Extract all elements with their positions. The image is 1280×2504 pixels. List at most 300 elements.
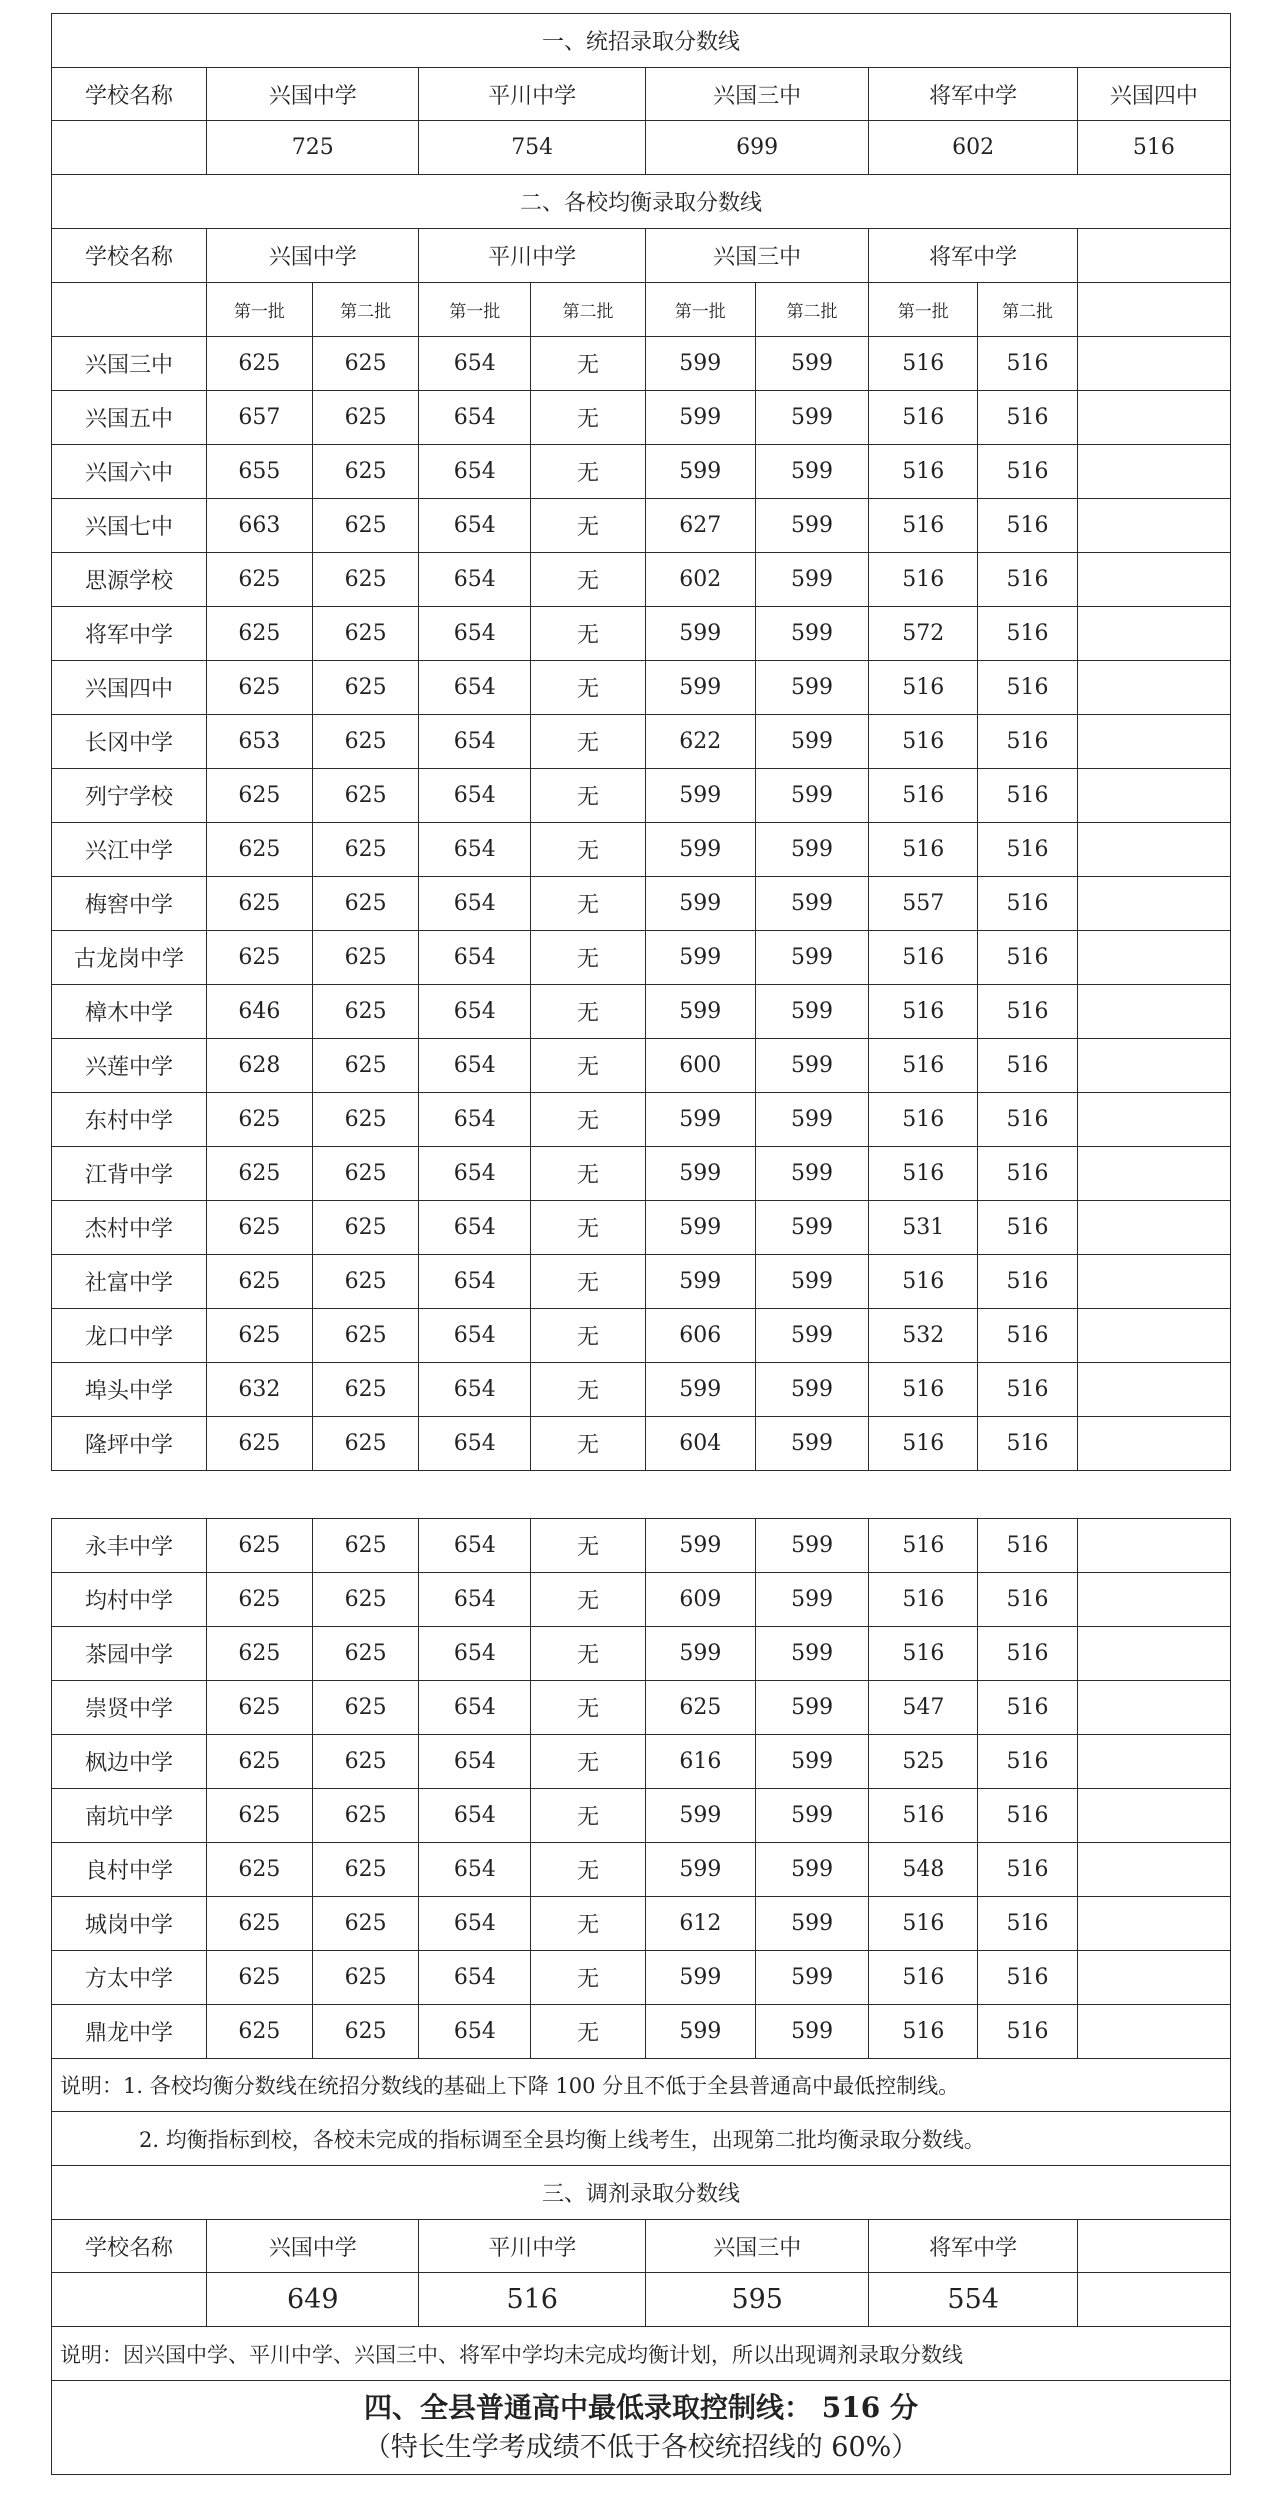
- balance-score-cell: 625: [312, 1735, 419, 1789]
- balance-score-cell: 516: [869, 985, 978, 1039]
- balance-score-cell: 599: [645, 1363, 755, 1417]
- balance-score-cell: 599: [755, 1573, 869, 1627]
- batch-label: 第一批: [207, 283, 313, 337]
- balance-score-cell: 599: [645, 607, 755, 661]
- score-blank: [52, 121, 207, 175]
- balance-score-cell: 599: [755, 1147, 869, 1201]
- empty-cell: [1077, 769, 1230, 823]
- balance-score-cell: 无: [531, 1897, 646, 1951]
- note-balance-1: 说明：1. 各校均衡分数线在统招分数线的基础上下降 100 分且不低于全县普通高中最低控制线。: [52, 2059, 1231, 2112]
- balance-score-cell: 无: [531, 1039, 646, 1093]
- empty-cell: [1077, 445, 1230, 499]
- balance-score-cell: 516: [978, 985, 1078, 1039]
- balance-score-cell: 516: [869, 1897, 978, 1951]
- balance-score-cell: 599: [645, 661, 755, 715]
- score-cell: 516: [1077, 121, 1230, 175]
- balance-score-cell: 616: [645, 1735, 755, 1789]
- batch-label: 第二批: [755, 283, 869, 337]
- empty-cell: [1077, 1147, 1230, 1201]
- balance-score-cell: 599: [755, 1039, 869, 1093]
- school-name: 埠头中学: [52, 1363, 207, 1417]
- school-name: 列宁学校: [52, 769, 207, 823]
- school-row: [52, 445, 1231, 499]
- balance-score-cell: 无: [531, 337, 646, 391]
- section3-title: 三、调剂录取分数线: [52, 2166, 1231, 2220]
- balance-score-cell: 625: [312, 877, 419, 931]
- balance-score-cell: 599: [755, 1363, 869, 1417]
- balance-score-cell: 516: [978, 553, 1078, 607]
- batch-label: 第二批: [312, 283, 419, 337]
- balance-score-cell: 625: [207, 1147, 313, 1201]
- empty-cell: [1077, 1681, 1230, 1735]
- score-cell: 699: [645, 121, 868, 175]
- batch-label: 第一批: [869, 283, 978, 337]
- balance-score-cell: 525: [869, 1735, 978, 1789]
- balance-score-cell: 625: [312, 1951, 419, 2005]
- header-pingchuan-middle: 平川中学: [419, 229, 646, 283]
- balance-score-cell: 516: [978, 1309, 1078, 1363]
- balance-score-cell: 654: [419, 1681, 531, 1735]
- balance-score-cell: 516: [978, 1627, 1078, 1681]
- balance-score-cell: 599: [645, 1789, 755, 1843]
- balance-score-cell: 516: [869, 661, 978, 715]
- empty-cell: [1077, 1897, 1230, 1951]
- balance-score-cell: 无: [531, 1627, 646, 1681]
- balance-score-cell: 516: [978, 661, 1078, 715]
- balance-score-cell: 600: [645, 1039, 755, 1093]
- balance-score-cell: 625: [312, 553, 419, 607]
- balance-score-cell: 625: [207, 1789, 313, 1843]
- balance-score-cell: 625: [207, 769, 313, 823]
- header-jiangjun-middle: 将军中学: [869, 68, 1077, 121]
- balance-score-cell: 654: [419, 337, 531, 391]
- balance-score-cell: 654: [419, 931, 531, 985]
- balance-score-cell: 无: [531, 1735, 646, 1789]
- note-row-3: [52, 2327, 1231, 2381]
- balance-score-cell: 625: [207, 1417, 313, 1471]
- school-row: [52, 715, 1231, 769]
- note-row-1: [52, 2059, 1231, 2112]
- school-row: [52, 1309, 1231, 1363]
- balance-score-cell: 516: [978, 1951, 1078, 2005]
- balance-score-cell: 654: [419, 769, 531, 823]
- header-xingguo-middle: 兴国中学: [207, 229, 419, 283]
- balance-score-cell: 599: [645, 445, 755, 499]
- balance-score-cell: 516: [978, 337, 1078, 391]
- score-table-bottom: [51, 1518, 1231, 2475]
- empty-cell: [1077, 715, 1230, 769]
- school-row: [52, 1789, 1231, 1843]
- empty-cell: [1077, 823, 1230, 877]
- balance-score-cell: 654: [419, 1255, 531, 1309]
- balance-score-cell: 516: [978, 2005, 1078, 2059]
- school-name: 隆坪中学: [52, 1417, 207, 1471]
- balance-score-cell: 625: [312, 715, 419, 769]
- balance-score-cell: 599: [645, 1843, 755, 1897]
- balance-score-cell: 516: [869, 2005, 978, 2059]
- balance-score-cell: 599: [755, 2005, 869, 2059]
- balance-score-cell: 547: [869, 1681, 978, 1735]
- balance-score-cell: 599: [755, 553, 869, 607]
- balance-score-cell: 516: [869, 499, 978, 553]
- section2-header-row: [52, 229, 1231, 283]
- note-balance-2: 2. 均衡指标到校，各校未完成的指标调至全县均衡上线考生，出现第二批均衡录取分数线。: [52, 2112, 1231, 2166]
- min-control-line-note: （特长生学考成绩不低于各校统招线的 60%）: [363, 2431, 919, 2463]
- balance-score-cell: 663: [207, 499, 313, 553]
- balance-score-cell: 516: [978, 1255, 1078, 1309]
- balance-score-cell: 625: [312, 607, 419, 661]
- balance-score-cell: 602: [645, 553, 755, 607]
- balance-score-cell: 654: [419, 877, 531, 931]
- balance-score-cell: 599: [645, 1519, 755, 1573]
- header-empty: [1077, 2220, 1230, 2273]
- school-row: [52, 1093, 1231, 1147]
- balance-score-cell: 625: [207, 1573, 313, 1627]
- school-name: 南坑中学: [52, 1789, 207, 1843]
- school-name: 永丰中学: [52, 1519, 207, 1573]
- balance-score-cell: 625: [207, 931, 313, 985]
- empty-cell: [1077, 1363, 1230, 1417]
- balance-score-cell: 599: [645, 2005, 755, 2059]
- balance-score-cell: 599: [755, 661, 869, 715]
- balance-score-cell: 625: [207, 1255, 313, 1309]
- school-row: [52, 769, 1231, 823]
- empty-cell: [1077, 661, 1230, 715]
- balance-score-cell: 516: [869, 931, 978, 985]
- school-name: 思源学校: [52, 553, 207, 607]
- balance-score-cell: 654: [419, 2005, 531, 2059]
- balance-score-cell: 625: [207, 2005, 313, 2059]
- balance-score-cell: 516: [978, 1201, 1078, 1255]
- balance-score-cell: 516: [978, 715, 1078, 769]
- school-row: [52, 1573, 1231, 1627]
- balance-score-cell: 654: [419, 1147, 531, 1201]
- balance-score-cell: 516: [978, 1789, 1078, 1843]
- balance-score-cell: 609: [645, 1573, 755, 1627]
- balance-score-cell: 599: [755, 1255, 869, 1309]
- header-xingguo-no3: 兴国三中: [645, 2220, 869, 2273]
- adjust-score-cell: 649: [207, 2273, 419, 2327]
- balance-score-cell: 625: [312, 1681, 419, 1735]
- balance-score-cell: 516: [978, 445, 1078, 499]
- balance-score-cell: 625: [207, 1093, 313, 1147]
- school-row: [52, 1951, 1231, 2005]
- balance-score-cell: 无: [531, 2005, 646, 2059]
- empty-cell: [1077, 1789, 1230, 1843]
- balance-score-cell: 516: [978, 1681, 1078, 1735]
- batch-label: 第一批: [419, 283, 531, 337]
- balance-score-cell: 516: [978, 823, 1078, 877]
- balance-score-cell: 无: [531, 769, 646, 823]
- school-name: 兴莲中学: [52, 1039, 207, 1093]
- balance-score-cell: 无: [531, 985, 646, 1039]
- balance-score-cell: 557: [869, 877, 978, 931]
- empty-cell: [1077, 1843, 1230, 1897]
- balance-score-cell: 516: [978, 769, 1078, 823]
- score-cell: 602: [869, 121, 1077, 175]
- balance-score-cell: 628: [207, 1039, 313, 1093]
- balance-score-cell: 625: [207, 1519, 313, 1573]
- balance-score-cell: 516: [978, 499, 1078, 553]
- balance-score-cell: 654: [419, 1951, 531, 2005]
- min-control-line: [52, 2381, 1231, 2475]
- balance-score-cell: 516: [978, 931, 1078, 985]
- balance-score-cell: 625: [312, 1897, 419, 1951]
- min-control-line-title: 四、全县普通高中最低录取控制线： 516 分: [364, 2390, 918, 2424]
- balance-score-cell: 无: [531, 877, 646, 931]
- school-row: [52, 1735, 1231, 1789]
- balance-score-cell: 612: [645, 1897, 755, 1951]
- balance-score-cell: 654: [419, 985, 531, 1039]
- balance-score-cell: 625: [207, 1309, 313, 1363]
- balance-score-cell: 654: [419, 1789, 531, 1843]
- balance-score-cell: 599: [645, 391, 755, 445]
- note-row-2: [52, 2112, 1231, 2166]
- batch-header-row: [52, 283, 1231, 337]
- balance-score-cell: 516: [869, 337, 978, 391]
- balance-score-cell: 516: [869, 553, 978, 607]
- balance-score-cell: 654: [419, 1093, 531, 1147]
- balance-score-cell: 654: [419, 1735, 531, 1789]
- school-row: [52, 1363, 1231, 1417]
- score-cell: 725: [207, 121, 419, 175]
- school-row: [52, 499, 1231, 553]
- balance-score-cell: 599: [755, 1201, 869, 1255]
- balance-score-cell: 599: [755, 1309, 869, 1363]
- batch-label: 第二批: [531, 283, 646, 337]
- header-pingchuan-middle: 平川中学: [419, 68, 646, 121]
- balance-score-cell: 654: [419, 1519, 531, 1573]
- batch-empty: [1077, 283, 1230, 337]
- balance-score-cell: 599: [755, 715, 869, 769]
- header-pingchuan-middle: 平川中学: [419, 2220, 646, 2273]
- balance-score-cell: 无: [531, 1519, 646, 1573]
- balance-score-cell: 625: [312, 1093, 419, 1147]
- balance-score-cell: 599: [645, 1627, 755, 1681]
- balance-score-cell: 516: [869, 1147, 978, 1201]
- school-name: 茶园中学: [52, 1627, 207, 1681]
- school-name: 兴国四中: [52, 661, 207, 715]
- balance-score-cell: 622: [645, 715, 755, 769]
- balance-score-cell: 654: [419, 1201, 531, 1255]
- school-row: [52, 985, 1231, 1039]
- balance-score-cell: 516: [869, 445, 978, 499]
- school-row: [52, 1417, 1231, 1471]
- balance-score-cell: 599: [755, 1951, 869, 2005]
- empty-cell: [1077, 877, 1230, 931]
- school-row: [52, 1519, 1231, 1573]
- balance-score-cell: 625: [312, 1255, 419, 1309]
- school-row: [52, 1255, 1231, 1309]
- empty-cell: [1077, 499, 1230, 553]
- balance-score-cell: 516: [869, 1627, 978, 1681]
- balance-score-cell: 599: [755, 1789, 869, 1843]
- school-name: 均村中学: [52, 1573, 207, 1627]
- balance-score-cell: 无: [531, 445, 646, 499]
- balance-score-cell: 646: [207, 985, 313, 1039]
- empty-cell: [1077, 2005, 1230, 2059]
- balance-score-cell: 625: [312, 445, 419, 499]
- school-name: 方太中学: [52, 1951, 207, 2005]
- balance-score-cell: 625: [312, 985, 419, 1039]
- header-xingguo-no3: 兴国三中: [645, 68, 868, 121]
- balance-score-cell: 625: [312, 391, 419, 445]
- balance-score-cell: 599: [645, 769, 755, 823]
- balance-score-cell: 无: [531, 715, 646, 769]
- balance-score-cell: 516: [978, 1573, 1078, 1627]
- school-name: 社富中学: [52, 1255, 207, 1309]
- balance-score-cell: 516: [869, 1255, 978, 1309]
- header-school-name: 学校名称: [52, 229, 207, 283]
- balance-score-cell: 599: [755, 607, 869, 661]
- empty-cell: [1077, 1627, 1230, 1681]
- balance-score-cell: 无: [531, 661, 646, 715]
- school-name: 良村中学: [52, 1843, 207, 1897]
- balance-score-cell: 654: [419, 499, 531, 553]
- balance-score-cell: 599: [645, 877, 755, 931]
- school-name: 兴江中学: [52, 823, 207, 877]
- balance-score-cell: 654: [419, 661, 531, 715]
- school-row: [52, 1843, 1231, 1897]
- section1-score-row: [52, 121, 1231, 175]
- empty-cell: [1077, 1309, 1230, 1363]
- balance-score-cell: 599: [755, 445, 869, 499]
- balance-score-cell: 516: [869, 1519, 978, 1573]
- school-name: 鼎龙中学: [52, 2005, 207, 2059]
- score-cell: 754: [419, 121, 646, 175]
- score-table-top: [51, 13, 1231, 1471]
- empty-cell: [1077, 1093, 1230, 1147]
- balance-score-cell: 无: [531, 1573, 646, 1627]
- balance-score-cell: 无: [531, 1255, 646, 1309]
- balance-score-cell: 516: [978, 1735, 1078, 1789]
- school-row: [52, 553, 1231, 607]
- balance-score-cell: 无: [531, 1093, 646, 1147]
- school-row: [52, 1201, 1231, 1255]
- school-name: 梅窖中学: [52, 877, 207, 931]
- section1-header-row: [52, 68, 1231, 121]
- balance-score-cell: 654: [419, 715, 531, 769]
- balance-score-cell: 516: [978, 1363, 1078, 1417]
- balance-score-cell: 516: [978, 1897, 1078, 1951]
- header-school-name: 学校名称: [52, 68, 207, 121]
- empty-cell: [1077, 985, 1230, 1039]
- balance-score-cell: 516: [869, 1573, 978, 1627]
- balance-score-cell: 654: [419, 445, 531, 499]
- balance-score-cell: 625: [207, 553, 313, 607]
- balance-score-cell: 516: [869, 769, 978, 823]
- balance-score-cell: 516: [978, 1039, 1078, 1093]
- balance-score-cell: 625: [312, 337, 419, 391]
- balance-score-cell: 632: [207, 1363, 313, 1417]
- balance-score-cell: 无: [531, 499, 646, 553]
- school-row: [52, 1147, 1231, 1201]
- empty-cell: [1077, 1255, 1230, 1309]
- balance-score-cell: 516: [869, 823, 978, 877]
- balance-score-cell: 无: [531, 1417, 646, 1471]
- balance-score-cell: 625: [312, 1363, 419, 1417]
- balance-score-cell: 625: [312, 2005, 419, 2059]
- balance-score-cell: 625: [312, 1417, 419, 1471]
- section1-title: 一、统招录取分数线: [52, 14, 1231, 68]
- balance-score-cell: 516: [978, 607, 1078, 661]
- header-xingguo-middle: 兴国中学: [207, 68, 419, 121]
- adjust-score-cell: 595: [645, 2273, 869, 2327]
- school-name: 古龙岗中学: [52, 931, 207, 985]
- section4-row: [52, 2381, 1231, 2475]
- balance-score-cell: 无: [531, 1681, 646, 1735]
- school-name: 兴国五中: [52, 391, 207, 445]
- balance-score-cell: 625: [312, 1573, 419, 1627]
- school-name: 樟木中学: [52, 985, 207, 1039]
- balance-score-cell: 516: [869, 1039, 978, 1093]
- school-row: [52, 337, 1231, 391]
- balance-score-cell: 625: [207, 1843, 313, 1897]
- balance-score-cell: 599: [755, 337, 869, 391]
- balance-score-cell: 599: [755, 877, 869, 931]
- school-name: 将军中学: [52, 607, 207, 661]
- balance-score-cell: 599: [645, 1201, 755, 1255]
- balance-score-cell: 625: [312, 1789, 419, 1843]
- school-row: [52, 931, 1231, 985]
- adjust-score-cell: 554: [869, 2273, 1077, 2327]
- balance-score-cell: 无: [531, 553, 646, 607]
- school-row: [52, 1627, 1231, 1681]
- balance-score-cell: 516: [978, 391, 1078, 445]
- balance-score-cell: 625: [207, 823, 313, 877]
- school-name: 兴国三中: [52, 337, 207, 391]
- note-adjust: 说明：因兴国中学、平川中学、兴国三中、将军中学均未完成均衡计划，所以出现调剂录取分数线: [52, 2327, 1231, 2381]
- balance-score-cell: 625: [312, 499, 419, 553]
- balance-score-cell: 516: [869, 1417, 978, 1471]
- balance-score-cell: 516: [869, 1951, 978, 2005]
- header-empty: [1077, 229, 1230, 283]
- school-row: [52, 2005, 1231, 2059]
- balance-score-cell: 654: [419, 607, 531, 661]
- section3-score-row: [52, 2273, 1231, 2327]
- school-row: [52, 1681, 1231, 1735]
- balance-score-cell: 625: [312, 1201, 419, 1255]
- score-blank: [52, 2273, 207, 2327]
- empty-cell: [1077, 553, 1230, 607]
- school-row: [52, 823, 1231, 877]
- school-name: 江背中学: [52, 1147, 207, 1201]
- balance-score-cell: 625: [207, 1897, 313, 1951]
- school-row: [52, 1039, 1231, 1093]
- empty-cell: [1077, 607, 1230, 661]
- balance-score-cell: 625: [207, 1201, 313, 1255]
- balance-score-cell: 599: [645, 1255, 755, 1309]
- empty-cell: [1077, 1735, 1230, 1789]
- balance-score-cell: 599: [755, 931, 869, 985]
- section2-title-row: [52, 175, 1231, 229]
- balance-score-cell: 625: [312, 769, 419, 823]
- balance-score-cell: 599: [755, 499, 869, 553]
- empty-cell: [1077, 1201, 1230, 1255]
- balance-score-cell: 654: [419, 1417, 531, 1471]
- balance-score-cell: 无: [531, 1843, 646, 1897]
- balance-score-cell: 625: [207, 877, 313, 931]
- empty-cell: [1077, 1573, 1230, 1627]
- balance-score-cell: 654: [419, 1843, 531, 1897]
- balance-score-cell: 无: [531, 1201, 646, 1255]
- balance-score-cell: 654: [419, 1039, 531, 1093]
- batch-label: 第一批: [645, 283, 755, 337]
- balance-score-cell: 654: [419, 1897, 531, 1951]
- balance-score-cell: 无: [531, 607, 646, 661]
- school-name: 枫边中学: [52, 1735, 207, 1789]
- balance-score-cell: 516: [869, 391, 978, 445]
